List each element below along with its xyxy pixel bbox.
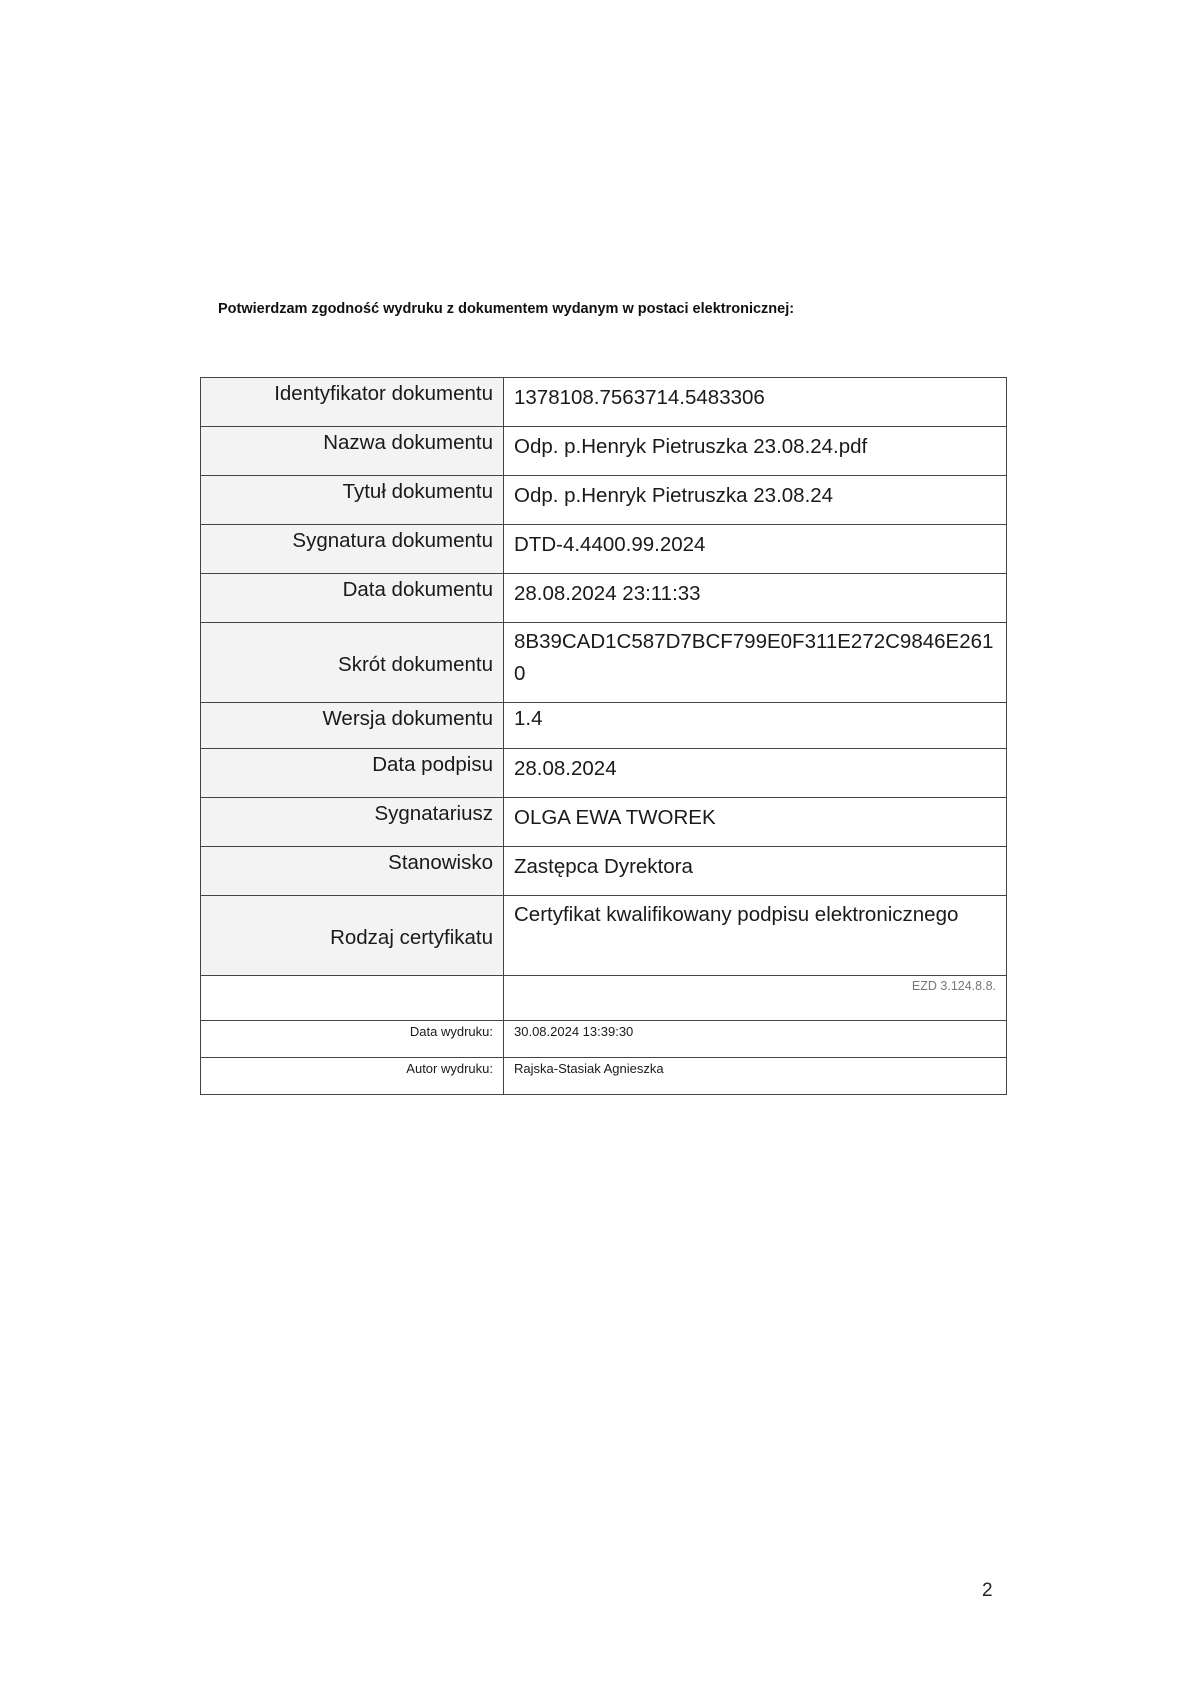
value-document-version: 1.4 [504,703,1007,749]
label-document-id: Identyfikator dokumentu [201,378,504,427]
value-signatory: OLGA EWA TWOREK [504,798,1007,847]
label-document-signature: Sygnatura dokumentu [201,525,504,574]
label-certificate-type: Rodzaj certyfikatu [201,896,504,976]
label-print-author: Autor wydruku: [201,1058,504,1095]
value-position: Zastępca Dyrektora [504,847,1007,896]
label-document-title: Tytuł dokumentu [201,476,504,525]
row-print-author [201,1058,1007,1095]
row-document-title [201,476,1007,525]
row-certificate-type [201,896,1007,976]
value-signature-date: 28.08.2024 [504,749,1007,798]
label-signature-date: Data podpisu [201,749,504,798]
row-document-hash [201,623,1007,703]
row-system-version [201,976,1007,1021]
row-document-signature [201,525,1007,574]
value-document-title: Odp. p.Henryk Pietruszka 23.08.24 [504,476,1007,525]
value-document-id: 1378108.7563714.5483306 [504,378,1007,427]
system-version: EZD 3.124.8.8. [504,976,1007,1021]
row-document-version [201,703,1007,749]
row-print-date [201,1021,1007,1058]
row-signatory [201,798,1007,847]
label-document-hash: Skrót dokumentu [201,623,504,703]
value-document-signature: DTD-4.4400.99.2024 [504,525,1007,574]
value-print-author: Rajska-Stasiak Agnieszka [504,1058,1007,1095]
value-print-date: 30.08.2024 13:39:30 [504,1021,1007,1058]
confirmation-heading: Potwierdzam zgodność wydruku z dokumentem wydanym w postaci elektronicznej: [218,301,795,317]
label-position: Stanowisko [201,847,504,896]
label-document-version: Wersja dokumentu [201,703,504,749]
value-document-date: 28.08.2024 23:11:33 [504,574,1007,623]
value-certificate-type: Certyfikat kwalifikowany podpisu elektronicznego [504,896,1007,976]
label-document-date: Data dokumentu [201,574,504,623]
row-document-name [201,427,1007,476]
label-print-date: Data wydruku: [201,1021,504,1058]
page-number: 2 [982,1580,993,1601]
value-document-hash: 8B39CAD1C587D7BCF799E0F311E272C9846E2610 [504,623,1007,703]
label-signatory: Sygnatariusz [201,798,504,847]
label-document-name: Nazwa dokumentu [201,427,504,476]
value-document-name: Odp. p.Henryk Pietruszka 23.08.24.pdf [504,427,1007,476]
row-document-date [201,574,1007,623]
row-signature-date [201,749,1007,798]
system-version-empty-cell [201,976,504,1021]
row-position [201,847,1007,896]
document-metadata-table [200,377,1007,1095]
row-document-id [201,378,1007,427]
